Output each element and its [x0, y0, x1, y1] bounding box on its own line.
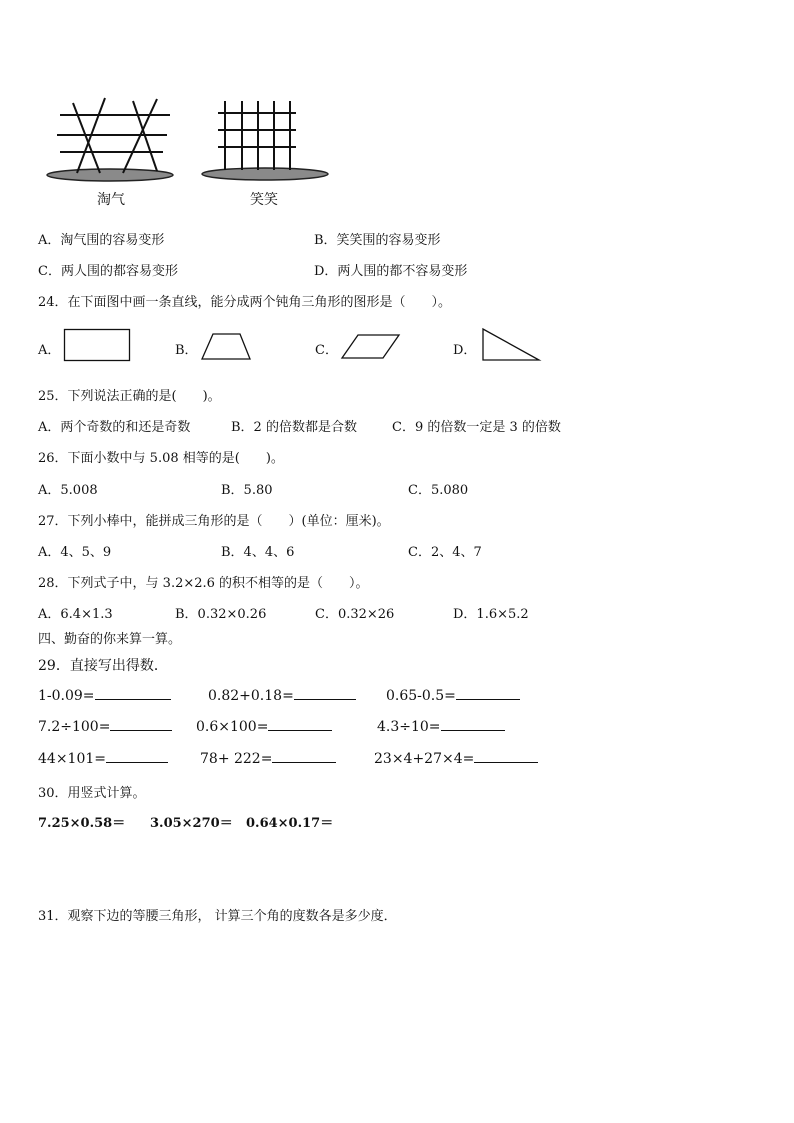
q26-stem: 26．下面小数中与 5.08 相等的是( )。 [38, 451, 284, 466]
rectangle-icon [63, 328, 133, 364]
answer-blank[interactable] [456, 687, 520, 700]
fence-figure-xiaoxiao [200, 95, 330, 185]
q29-item [196, 718, 332, 735]
q29-expression: 0.6×100= [196, 719, 269, 735]
q28-option-d: D．1.6×5.2 [453, 607, 529, 622]
answer-blank[interactable] [441, 718, 505, 731]
answer-blank[interactable] [95, 687, 171, 700]
figure-label-xiaoxiao: 笑笑 [250, 192, 278, 208]
q29-item [200, 750, 336, 767]
q26-option-b: B．5.80 [221, 483, 273, 498]
q29-item [386, 687, 520, 704]
answer-blank[interactable] [474, 750, 538, 763]
q29-stem: 29．直接写出得数． [38, 658, 168, 674]
figure-label-taoqi: 淘气 [97, 192, 125, 208]
q24-label-b: B． [175, 343, 198, 358]
q27-option-c: C．2、4、7 [408, 545, 482, 560]
q23-option-d: D．两人围的都不容易变形 [314, 264, 468, 279]
q31-stem: 31．观察下边的等腰三角形， 计算三个角的度数各是多少度． [38, 909, 397, 924]
answer-blank[interactable] [106, 750, 168, 763]
q25-option-b: B．2 的倍数都是合数 [231, 420, 357, 435]
parallelogram-icon [340, 333, 402, 361]
q29-item [374, 750, 538, 767]
q25-option-a: A．两个奇数的和还是奇数 [38, 420, 191, 435]
q29-expression: 7.2÷100= [38, 719, 111, 735]
q29-expression: 1-0.09= [38, 688, 95, 704]
fence-figure-taoqi [45, 95, 175, 185]
q23-option-a: A．淘气围的容易变形 [38, 233, 165, 248]
q29-item [38, 750, 168, 767]
answer-blank[interactable] [268, 718, 332, 731]
q24-label-a: A． [38, 343, 61, 358]
q29-item [38, 687, 171, 704]
q28-option-a: A．6.4×1.3 [38, 607, 113, 622]
q30-item-3: 0.64×0.17＝ [246, 816, 334, 831]
q23-option-c: C．两人围的都容易变形 [38, 264, 178, 279]
q26-option-a: A．5.008 [38, 483, 98, 498]
q24-label-c: C． [315, 343, 338, 358]
answer-blank[interactable] [110, 718, 172, 731]
q25-option-c: C．9 的倍数一定是 3 的倍数 [392, 420, 561, 435]
q27-option-b: B．4、4、6 [221, 545, 295, 560]
q28-stem: 28．下列式子中，与 3.2×2.6 的积不相等的是（ ）。 [38, 576, 369, 591]
q29-expression: 44×101= [38, 751, 106, 767]
q29-item [38, 718, 172, 735]
q29-expression: 23×4+27×4= [374, 751, 475, 767]
q30-stem: 30．用竖式计算。 [38, 786, 146, 801]
q29-expression: 78+ 222= [200, 751, 273, 767]
q30-item-2: 3.05×270＝ [150, 816, 233, 831]
q23-option-b: B．笑笑围的容易变形 [314, 233, 441, 248]
q29-expression: 0.82+0.18= [208, 688, 294, 704]
q28-option-b: B．0.32×0.26 [175, 607, 267, 622]
q26-option-c: C．5.080 [408, 483, 469, 498]
trapezoid-icon [201, 332, 253, 362]
q29-item [377, 718, 505, 735]
q27-option-a: A．4、5、9 [38, 545, 112, 560]
q28-option-c: C．0.32×26 [315, 607, 395, 622]
q30-item-1: 7.25×0.58＝ [38, 816, 126, 831]
q25-stem: 25．下列说法正确的是( )。 [38, 389, 221, 404]
section-4-title: 四、勤奋的你来算一算。 [38, 632, 182, 647]
answer-blank[interactable] [294, 687, 356, 700]
q29-expression: 4.3÷10= [377, 719, 441, 735]
q24-stem: 24．在下面图中画一条直线，能分成两个钝角三角形的图形是（ ）。 [38, 295, 452, 310]
q27-stem: 27．下列小棒中，能拼成三角形的是（ ）(单位：厘米)。 [38, 514, 390, 529]
q24-label-d: D． [453, 343, 477, 358]
q29-expression: 0.65-0.5= [386, 688, 456, 704]
q29-item [208, 687, 356, 704]
answer-blank[interactable] [272, 750, 336, 763]
right-triangle-icon [481, 327, 543, 363]
